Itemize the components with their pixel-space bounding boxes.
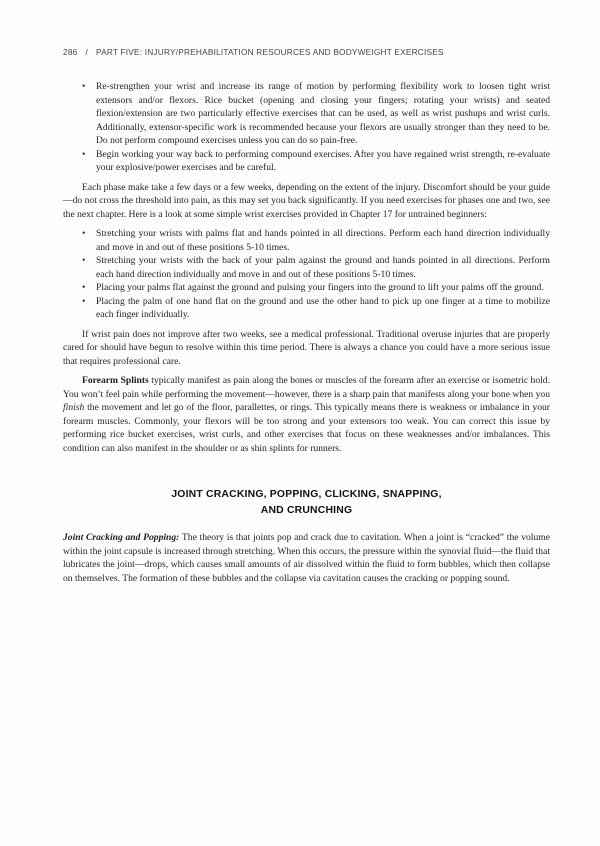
bullet-icon: •	[82, 255, 86, 266]
forearm-splints-lead: Forearm Splints	[82, 375, 149, 386]
bullet-icon: •	[82, 148, 86, 160]
running-header	[63, 47, 444, 57]
list-item: • Begin working your way back to performing compound exercises. After you have regained wrist strength, re-evaluate your explosive/power exercises and be careful.	[82, 148, 550, 173]
emphasis-finish: finish	[63, 402, 85, 413]
bullet-list-wrist-exercises	[63, 227, 550, 322]
list-item: • Placing the palm of one hand flat on the ground and use the other hand to pick up one finger at a time to mobilize each finger individually.	[82, 295, 550, 320]
list-item: • Re-strengthen your wrist and increase its range of motion by performing flexibility work to loosen tight wrist extensors and/or flexors. Rice bucket (opening and closing your fingers; rotating your wrists) and seated flexion/extension are two particularly effective exercises that can be used, as well as wrist pushups and wrist curls. Additionally, extensor-specific work is recommended because your flexors are usually stronger than they need to be. Do not perform compound exercises unless you can do so pain-free.	[82, 81, 550, 146]
section-heading: JOINT CRACKING, POPPING, CLICKING, SNAPPING, AND CRUNCHING	[171, 489, 442, 516]
bullet-icon: •	[82, 295, 86, 307]
page-body	[63, 80, 550, 585]
paragraph-forearm-splints: Forearm Splints typically manifest as pain along the bones or muscles of the forearm after an exercise or isometric hold. You won’t feel pain while performing the movement—however, there is a sharp pain that manifests along your bone when you finish the movement and let go of the floor, parallettes, or rings. This typically means there is weakness or imbalance in your forearm muscles. Commonly, your flexors will be too strong and your extensors too weak. You can correct this issue by performing rice bucket exercises, wrist curls, and other exercises that focus on these weaknesses and/or imbalances. This condition can also manifest in the shoulder or as shin splints for runners.	[63, 375, 550, 454]
bullet-list-recovery	[63, 80, 550, 175]
page-number: 286	[63, 47, 78, 57]
list-item: • Placing your palms flat against the ground and pulsing your fingers into the ground to lift your palms off the ground.	[82, 282, 544, 293]
running-title: PART FIVE: INJURY/PREHABILITATION RESOURCES AND BODYWEIGHT EXERCISES	[95, 47, 444, 57]
bullet-icon: •	[82, 228, 86, 239]
paragraph-joint-cracking: Joint Cracking and Popping: The theory is that joints pop and crack due to cavitation. When a joint is “cracked” the volume within the joint capsule is increased through stretching. When this occurs, the pressure within the synovial fluid—the fluid that lubricates the joint—drops, which causes small amounts of air dissolved within the fluid to form bubbles, which then collapse on themselves. The formation of these bubbles and the collapse via cavitation causes the cracking or popping sound.	[63, 532, 550, 584]
list-item: • Stretching your wrists with palms flat and hands pointed in all directions. Perform each hand direction individually and move in and out of these positions 5-10 times.	[82, 228, 550, 253]
paragraph-wrist-pain: If wrist pain does not improve after two weeks, see a medical professional. Traditional overuse injuries that are properly cared for should have begun to resolve within this time period. There is always a chance you could have a more serious issue that requires professional care.	[63, 328, 550, 367]
paragraph-phases: Each phase make take a few days or a few weeks, depending on the extent of the injury. Discomfort should be your guide—do not cross the threshold into pain, as this may set you back significantly. If you need exercises for phases one and two, see the next chapter. Here is a look at some simple wrist exercises provided in Chapter 17 for untrained beginners:	[63, 181, 550, 220]
joint-cracking-lead: Joint Cracking and Popping:	[63, 532, 180, 543]
list-item: • Stretching your wrists with the back of your palm against the ground and hands pointed in all directions. Perform each hand direction individually and move in and out of these positions 5-10 times.	[82, 255, 550, 280]
header-separator: /	[85, 47, 88, 57]
bullet-icon: •	[82, 81, 86, 92]
bullet-icon: •	[82, 282, 86, 293]
